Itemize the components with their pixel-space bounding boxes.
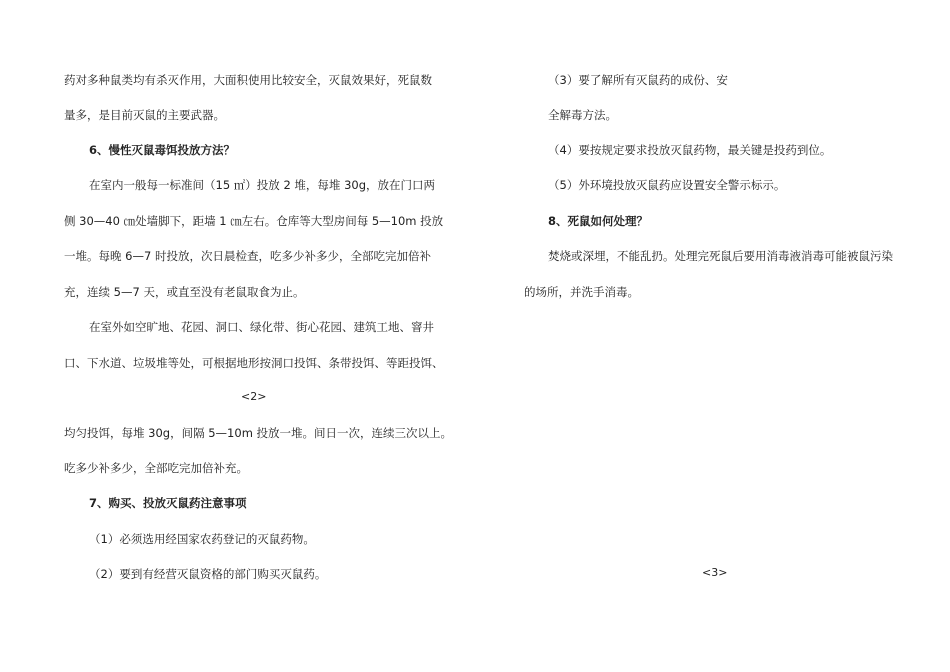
list-item: （4）要按规定要求投放灭鼠药物，最关键是投药到位。 xyxy=(548,143,832,157)
text-line: 的场所，并洗手消毒。 xyxy=(524,285,639,299)
text-line: 侧 30—40 ㎝处墙脚下，距墙 1 ㎝左右。仓库等大型房间每 5—10m 投放 xyxy=(64,214,444,228)
list-item: （5）外环境投放灭鼠药应设置安全警示标示。 xyxy=(548,178,786,192)
text-line: 均匀投饵，每堆 30g，间隔 5—10m 投放一堆。间日一次，连续三次以上。 xyxy=(64,426,453,440)
text-line: 在室外如空旷地、花园、洞口、绿化带、街心花园、建筑工地、窨井 xyxy=(89,320,434,334)
text-line: 量多，是目前灭鼠的主要武器。 xyxy=(64,108,225,122)
text-line: 吃多少补多少，全部吃完加倍补充。 xyxy=(64,461,248,475)
list-item: （3）要了解所有灭鼠药的成份、安 xyxy=(548,73,728,87)
list-item-continuation: 全解毒方法。 xyxy=(548,108,617,122)
text-line: 药对多种鼠类均有杀灭作用，大面积使用比较安全，灭鼠效果好，死鼠数 xyxy=(64,73,432,87)
text-line: 口、下水道、垃圾堆等处，可根据地形按洞口投饵、条带投饵、等距投饵、 xyxy=(64,356,444,370)
list-item: （2）要到有经营灭鼠资格的部门购买灭鼠药。 xyxy=(89,567,327,581)
list-item: （1）必须选用经国家农药登记的灭鼠药物。 xyxy=(89,532,315,546)
section-heading-7: 7、购买、投放灭鼠药注意事项 xyxy=(89,496,247,510)
text-line: 充，连续 5—7 天，或直至没有老鼠取食为止。 xyxy=(64,285,305,299)
page-number: <3> xyxy=(702,566,728,579)
section-heading-8: 8、死鼠如何处理？ xyxy=(548,214,649,228)
text-line: 在室内一般每一标准间（15 ㎡）投放 2 堆，每堆 30g，放在门口两 xyxy=(89,178,436,192)
section-heading-6: 6、慢性灭鼠毒饵投放方法？ xyxy=(89,143,236,157)
text-line: 一堆。每晚 6—7 时投放，次日晨检查，吃多少补多少，全部吃完加倍补 xyxy=(64,249,431,263)
page-number: <2> xyxy=(241,390,267,403)
text-line: 焚烧或深埋，不能乱扔。处理完死鼠后要用消毒液消毒可能被鼠污染 xyxy=(548,249,893,263)
